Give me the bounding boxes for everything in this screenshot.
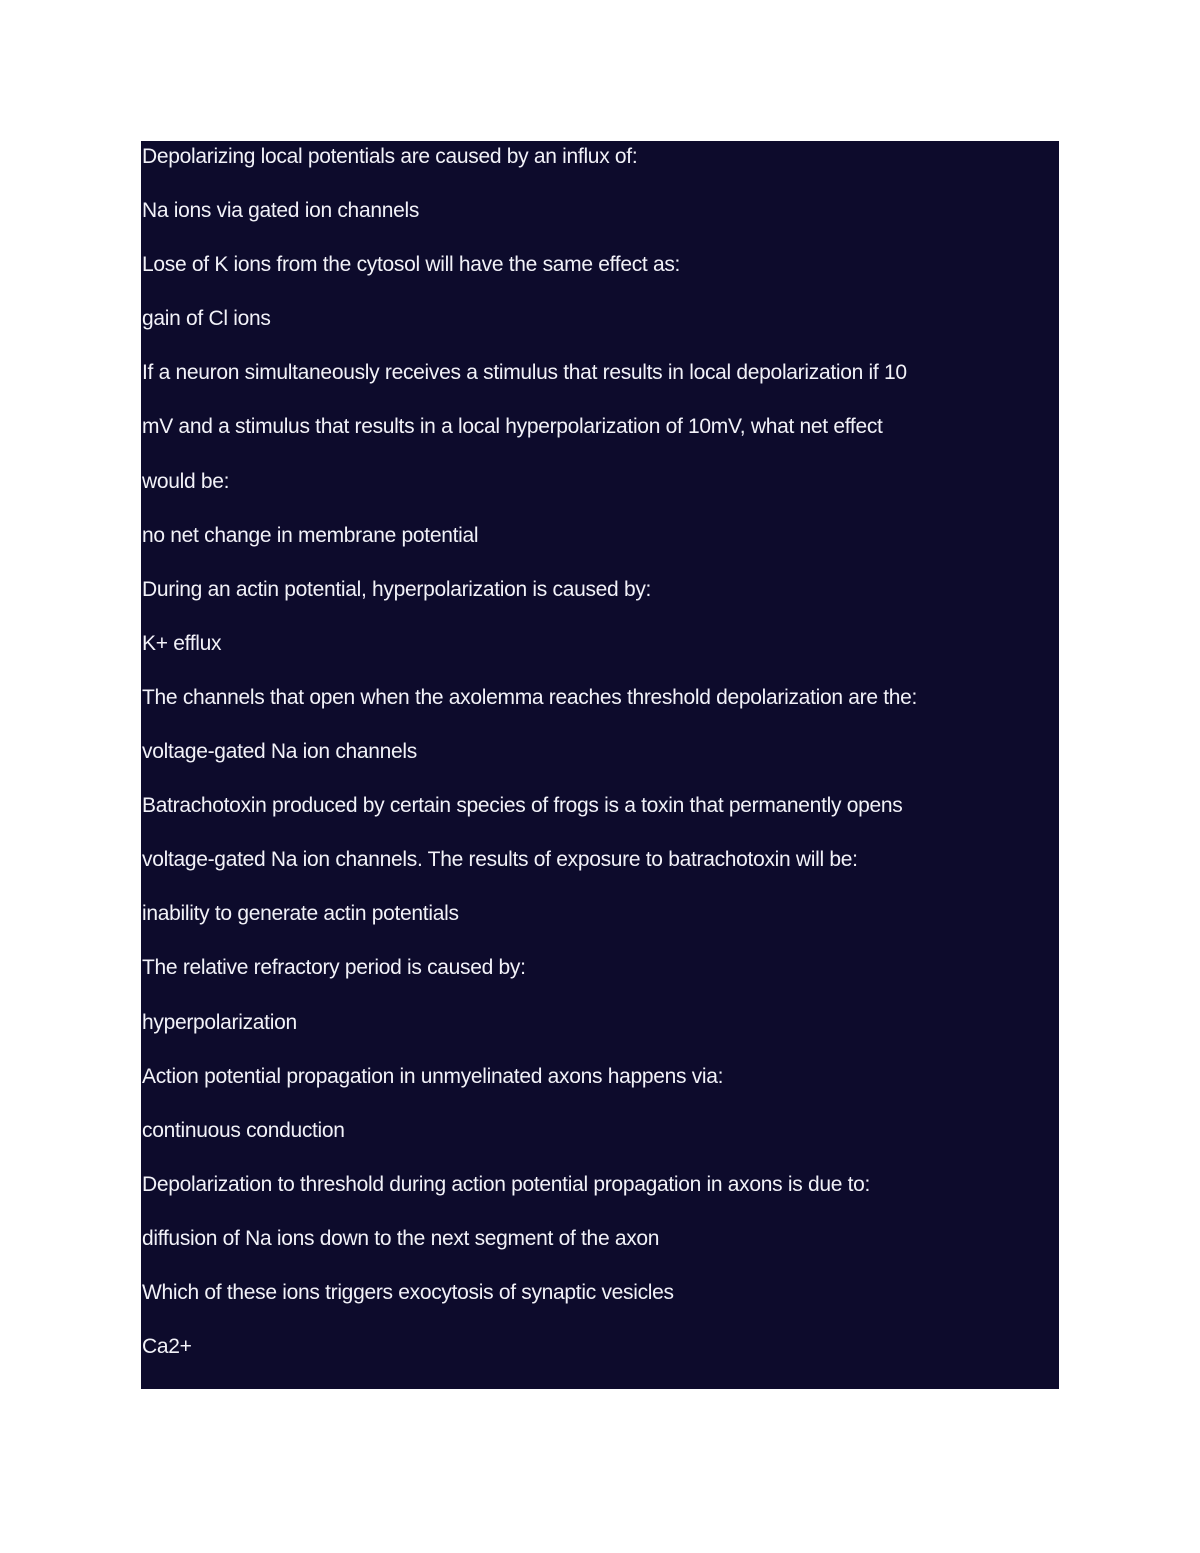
question-line-9: Depolarization to threshold during action potential propagation in axons is due to: <box>142 1172 871 1196</box>
answer-line-5: voltage-gated Na ion channels <box>142 740 417 764</box>
answer-line-8: continuous conduction <box>142 1118 345 1142</box>
answer-line-3: no net change in membrane potential <box>142 523 479 547</box>
answer-line-4: K+ efflux <box>142 631 222 655</box>
answer-line-1: Na ions via gated ion channels <box>142 199 420 223</box>
question-line-3c: would be: <box>142 469 230 493</box>
question-line-2: Lose of K ions from the cytosol will have the same effect as: <box>142 253 681 277</box>
question-line-1: Depolarizing local potentials are caused by an influx of: <box>142 145 638 168</box>
answer-line-2: gain of Cl ions <box>142 307 271 331</box>
question-line-3a: If a neuron simultaneously receives a stimulus that results in local depolarization if 10 <box>142 361 907 385</box>
question-line-5: The channels that open when the axolemma reaches threshold depolarization are the: <box>142 685 918 709</box>
question-line-7: The relative refractory period is caused by: <box>142 956 526 980</box>
question-line-8: Action potential propagation in unmyelinated axons happens via: <box>142 1064 724 1088</box>
question-line-6a: Batrachotoxin produced by certain species of frogs is a toxin that permanently opens <box>142 794 903 818</box>
question-line-4: During an actin potential, hyperpolarization is caused by: <box>142 577 652 601</box>
answer-line-10: Ca2+ <box>142 1335 192 1359</box>
answer-line-9: diffusion of Na ions down to the next segment of the axon <box>142 1226 660 1250</box>
question-line-6b: voltage-gated Na ion channels. The results of exposure to batrachotoxin will be: <box>142 848 858 872</box>
answer-line-7: hyperpolarization <box>142 1010 297 1034</box>
question-line-3b: mV and a stimulus that results in a local hyperpolarization of 10mV, what net effect <box>142 415 883 439</box>
highlighted-text-block <box>141 141 1059 1389</box>
answer-line-6: inability to generate actin potentials <box>142 902 459 926</box>
question-line-10: Which of these ions triggers exocytosis of synaptic vesicles <box>142 1280 674 1304</box>
